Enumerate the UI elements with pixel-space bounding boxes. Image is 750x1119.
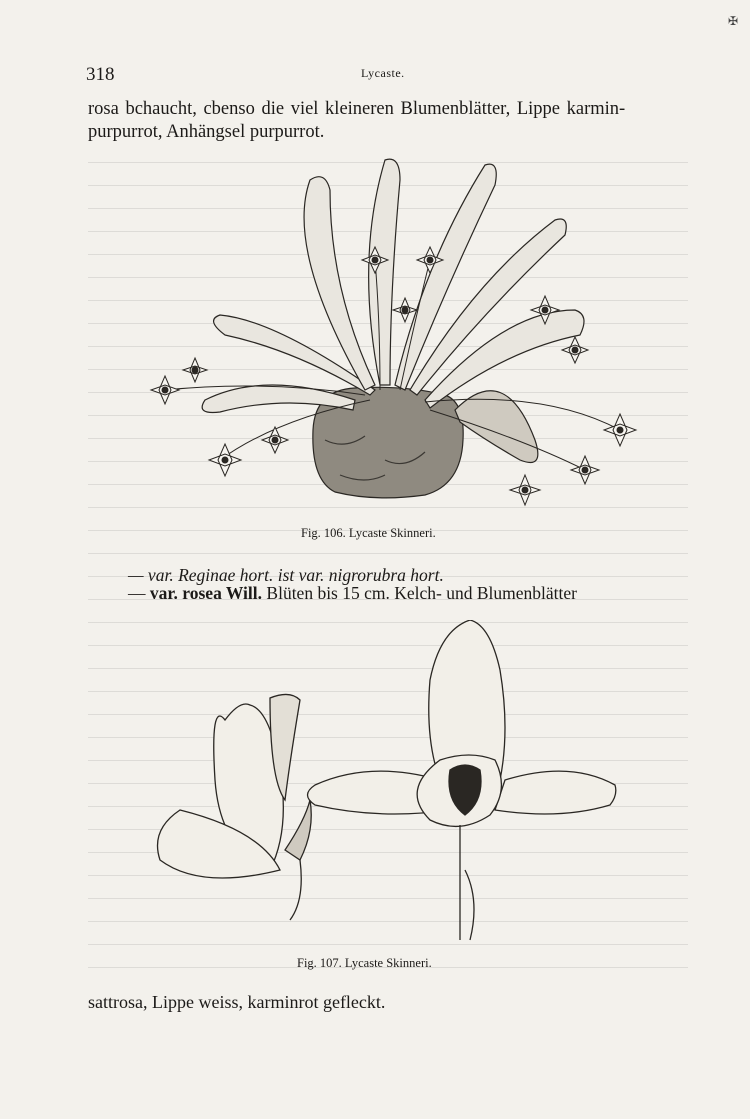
figure-107-illustration xyxy=(140,620,620,950)
variety-name: var. rosea Will. xyxy=(149,583,263,603)
running-title: Lycaste. xyxy=(361,66,405,80)
figure-106-illustration xyxy=(125,140,645,525)
variety-line-1: — var. Reginae hort. ist var. nigrorubra hort. xyxy=(128,565,444,585)
figure-106-caption: Fig. 106. Lycaste Skinneri. xyxy=(301,526,436,540)
variety-line-2: — var. rosea Will. Blüten bis 15 cm. Kelch- und Blumenblätter xyxy=(128,583,577,603)
corner-mark: ✠ xyxy=(728,14,739,28)
body-text-line-1: rosa bchaucht, cbenso die viel kleineren Blumenblätter, Lippe karmin- xyxy=(88,99,626,119)
body-text-last-line: sattrosa, Lippe weiss, karminrot gefleckt. xyxy=(88,992,386,1012)
page-number: 318 xyxy=(86,64,115,85)
figure-107-caption: Fig. 107. Lycaste Skinneri. xyxy=(297,956,432,970)
body-text-line-2: purpurrot, Anhängsel purpurrot. xyxy=(88,122,325,142)
